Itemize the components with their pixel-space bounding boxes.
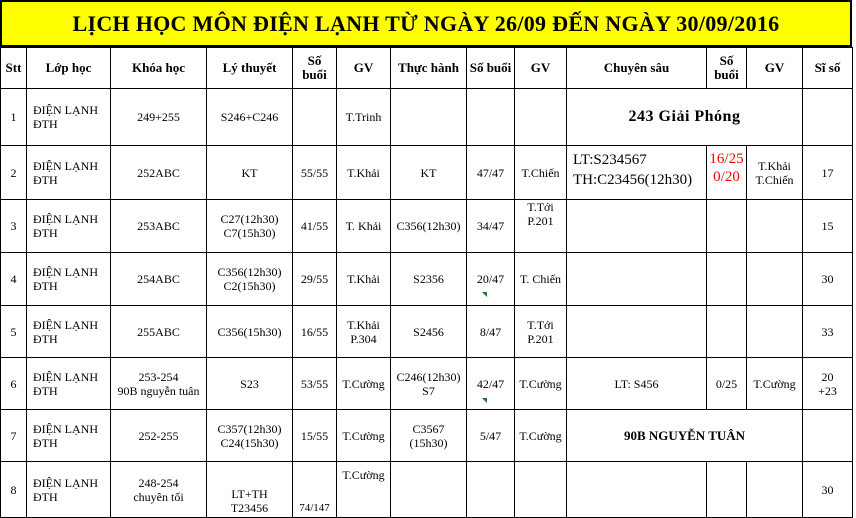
cell-sobuoi-th[interactable]: 42/47 bbox=[467, 358, 515, 410]
lt-line1: LT+TH bbox=[231, 487, 268, 501]
cell-gv-lt[interactable]: T.Khải bbox=[337, 146, 391, 200]
cell-khoa[interactable] bbox=[111, 462, 207, 518]
th-line1: C3567 bbox=[412, 421, 445, 436]
cell-khoa[interactable]: 252-255 bbox=[111, 410, 207, 462]
cell-sobuoi-th[interactable] bbox=[467, 89, 515, 146]
cell-sobuoi-th[interactable]: 5/47 bbox=[467, 410, 515, 462]
cell-gv-th[interactable]: T.Chiến bbox=[515, 146, 567, 200]
cell-thuchanh[interactable] bbox=[391, 89, 467, 146]
header-khoa[interactable]: Khóa học bbox=[111, 48, 207, 89]
cell-gv-lt[interactable]: T.Cường bbox=[337, 462, 391, 518]
cell-gv-cs[interactable] bbox=[747, 200, 803, 253]
cell-thuchanh[interactable] bbox=[391, 462, 467, 518]
lt-line2: T23456 bbox=[230, 501, 269, 515]
khoa-line2: 90B nguyễn tuân bbox=[117, 383, 200, 398]
cell-sobuoi-lt[interactable]: 15/55 bbox=[293, 410, 337, 462]
cell-gv-cs[interactable] bbox=[747, 306, 803, 358]
lt-line2: C24(15h30) bbox=[220, 435, 279, 450]
cell-stt[interactable]: 3 bbox=[1, 200, 27, 253]
cell-siso[interactable] bbox=[803, 358, 853, 410]
cell-sobuoi-th[interactable]: 34/47 bbox=[467, 200, 515, 253]
cell-stt[interactable]: 7 bbox=[1, 410, 27, 462]
cell-lythuyet[interactable]: C356(15h30) bbox=[207, 306, 293, 358]
cell-stt[interactable]: 8 bbox=[1, 462, 27, 518]
cell-gv-lt[interactable]: T.Cường bbox=[337, 410, 391, 462]
header-lop[interactable]: Lớp học bbox=[27, 48, 111, 89]
cell-thuchanh[interactable]: S2456 bbox=[391, 306, 467, 358]
cell-sobuoi-lt[interactable]: 74/147 bbox=[293, 462, 337, 518]
cell-gv-lt[interactable]: T. Khải bbox=[337, 200, 391, 253]
cell-lop[interactable]: ĐIỆN LẠNH ĐTH bbox=[27, 306, 111, 358]
cell-lop[interactable]: ĐIỆN LẠNH ĐTH bbox=[27, 89, 111, 146]
cell-chuyensau[interactable] bbox=[567, 200, 707, 253]
cell-sobuoi-cs[interactable] bbox=[707, 253, 747, 306]
header-chuyensau[interactable]: Chuyên sâu bbox=[567, 48, 707, 89]
schedule-title: LỊCH HỌC MÔN ĐIỆN LẠNH TỪ NGÀY 26/09 ĐẾN NGÀY 30/09/2016 bbox=[0, 0, 852, 47]
cs-th-text: TH:C23456(12h30) bbox=[573, 172, 693, 188]
table-row bbox=[1, 89, 853, 146]
cell-khoa[interactable]: 253ABC bbox=[111, 200, 207, 253]
cell-lythuyet[interactable] bbox=[207, 410, 293, 462]
cell-sobuoi-th[interactable]: 20/47 bbox=[467, 253, 515, 306]
cell-lythuyet[interactable] bbox=[207, 253, 293, 306]
cell-gv-lt[interactable] bbox=[337, 306, 391, 358]
gv-cs-line2: T.Chiến bbox=[755, 172, 794, 187]
cell-siso[interactable]: 30 bbox=[803, 253, 853, 306]
cell-sobuoi-lt[interactable]: 29/55 bbox=[293, 253, 337, 306]
table-row bbox=[1, 200, 853, 253]
cell-lythuyet[interactable]: S246+C246 bbox=[207, 89, 293, 146]
cell-chuyensau[interactable] bbox=[567, 306, 707, 358]
header-lythuyet[interactable]: Lý thuyết bbox=[207, 48, 293, 89]
table-row bbox=[1, 462, 853, 518]
cell-siso[interactable]: 33 bbox=[803, 306, 853, 358]
cell-sobuoi-cs[interactable] bbox=[707, 200, 747, 253]
cell-khoa[interactable]: 255ABC bbox=[111, 306, 207, 358]
cell-gv-cs[interactable] bbox=[747, 146, 803, 200]
cell-chuyensau[interactable] bbox=[567, 462, 707, 518]
cell-thuchanh[interactable]: C356(12h30) bbox=[391, 200, 467, 253]
cell-chuyensau[interactable] bbox=[567, 146, 707, 200]
cell-siso[interactable] bbox=[803, 89, 853, 146]
cell-thuchanh[interactable]: KT bbox=[391, 146, 467, 200]
cs-lt-text: LT:S234567 bbox=[573, 152, 647, 168]
cell-sobuoi-th[interactable]: 8/47 bbox=[467, 306, 515, 358]
khoa-line1: 248-254 bbox=[138, 475, 179, 490]
table-row bbox=[1, 146, 853, 200]
cell-stt[interactable]: 5 bbox=[1, 306, 27, 358]
cell-lop[interactable]: ĐIỆN LẠNH ĐTH bbox=[27, 200, 111, 253]
sobuoi-cs-extra: 0/20 bbox=[713, 169, 740, 185]
cell-gv-th[interactable] bbox=[515, 462, 567, 518]
siso-line2: +23 bbox=[818, 383, 837, 398]
header-sobuoi-th[interactable]: Số buổi bbox=[467, 48, 515, 89]
header-sobuoi-cs[interactable]: Số buổi bbox=[707, 48, 747, 89]
cell-lop[interactable]: ĐIỆN LẠNH ĐTH bbox=[27, 462, 111, 518]
cell-gv-th[interactable] bbox=[515, 89, 567, 146]
lt-line1: C27(12h30) bbox=[220, 212, 279, 226]
location-nguyen-tuan[interactable]: 90B NGUYỄN TUÂN bbox=[567, 410, 803, 462]
header-stt[interactable]: Stt bbox=[1, 48, 27, 89]
cell-thuchanh[interactable]: S2356 bbox=[391, 253, 467, 306]
cell-khoa[interactable]: 252ABC bbox=[111, 146, 207, 200]
cell-gv-th[interactable]: T. Chiến bbox=[515, 253, 567, 306]
gv-cs-line1: T.Khải bbox=[758, 158, 791, 173]
cell-lop[interactable]: ĐIỆN LẠNH ĐTH bbox=[27, 146, 111, 200]
cell-sobuoi-lt[interactable]: 55/55 bbox=[293, 146, 337, 200]
gv-lt-line1: T.Khải bbox=[347, 317, 380, 332]
table-row bbox=[1, 253, 853, 306]
cell-sobuoi-lt[interactable] bbox=[293, 89, 337, 146]
lt-line2: C7(15h30) bbox=[223, 226, 276, 240]
cell-sobuoi-lt[interactable]: 16/55 bbox=[293, 306, 337, 358]
cell-gv-lt[interactable]: T.Trinh bbox=[337, 89, 391, 146]
cell-sobuoi-lt[interactable]: 53/55 bbox=[293, 358, 337, 410]
cell-gv-cs[interactable] bbox=[747, 253, 803, 306]
th-line1: C246(12h30) bbox=[396, 369, 461, 384]
lt-line1: C357(12h30) bbox=[217, 421, 282, 436]
cell-gv-th[interactable] bbox=[515, 200, 567, 253]
cell-siso[interactable] bbox=[803, 410, 853, 462]
th-line2: S7 bbox=[422, 383, 435, 398]
cell-sobuoi-lt[interactable]: 41/55 bbox=[293, 200, 337, 253]
cell-sobuoi-cs[interactable] bbox=[707, 306, 747, 358]
cell-chuyensau[interactable] bbox=[567, 253, 707, 306]
siso-line1: 20 bbox=[821, 369, 834, 384]
header-thuchanh[interactable]: Thực hành bbox=[391, 48, 467, 89]
cell-siso[interactable]: 15 bbox=[803, 200, 853, 253]
khoa-line1: 253-254 bbox=[138, 369, 179, 384]
cell-lop[interactable]: ĐIỆN LẠNH ĐTH bbox=[27, 253, 111, 306]
gv-th-line1: T.Tới bbox=[527, 317, 554, 332]
cell-stt[interactable]: 1 bbox=[1, 89, 27, 146]
cell-gv-lt[interactable]: T.Cường bbox=[337, 358, 391, 410]
gv-lt-line2: P.304 bbox=[350, 331, 377, 346]
cell-sobuoi-cs[interactable] bbox=[707, 146, 747, 200]
cell-gv-th[interactable] bbox=[515, 306, 567, 358]
cell-lythuyet[interactable] bbox=[207, 462, 293, 518]
comment-marker-icon[interactable] bbox=[482, 292, 487, 297]
lt-line2: C2(15h30) bbox=[223, 279, 276, 293]
header-sobuoi-lt[interactable]: Số buổi bbox=[293, 48, 337, 89]
table-row bbox=[1, 306, 853, 358]
cell-lop[interactable]: ĐIỆN LẠNH ĐTH bbox=[27, 410, 111, 462]
cell-sobuoi-cs[interactable]: 0/25 bbox=[707, 358, 747, 410]
sobuoi-cs-value: 16/25 bbox=[709, 151, 744, 167]
cell-thuchanh[interactable] bbox=[391, 410, 467, 462]
cell-lythuyet[interactable] bbox=[207, 200, 293, 253]
cell-thuchanh[interactable] bbox=[391, 358, 467, 410]
cell-khoa[interactable]: 249+255 bbox=[111, 89, 207, 146]
header-gv-th[interactable]: GV bbox=[515, 48, 567, 89]
header-gv-cs[interactable]: GV bbox=[747, 48, 803, 89]
khoa-line2: chuyên tối bbox=[133, 489, 184, 504]
header-gv-lt[interactable]: GV bbox=[337, 48, 391, 89]
cell-khoa[interactable]: 254ABC bbox=[111, 253, 207, 306]
gv-th-line1: T.Tới bbox=[527, 200, 554, 214]
cell-stt[interactable]: 6 bbox=[1, 358, 27, 410]
cell-sobuoi-th[interactable] bbox=[467, 462, 515, 518]
cell-siso[interactable]: 17 bbox=[803, 146, 853, 200]
table-row bbox=[1, 410, 853, 462]
th-line2: (15h30) bbox=[409, 435, 448, 450]
lt-line1: C356(12h30) bbox=[217, 265, 282, 279]
cell-gv-cs[interactable]: T.Cường bbox=[747, 358, 803, 410]
cell-siso[interactable]: 30 bbox=[803, 462, 853, 518]
gv-th-line2: P.201 bbox=[527, 214, 554, 228]
cell-gv-lt[interactable]: T.Khải bbox=[337, 253, 391, 306]
cell-khoa[interactable] bbox=[111, 358, 207, 410]
cell-gv-th[interactable]: T.Cường bbox=[515, 410, 567, 462]
location-giai-phong[interactable]: 243 Giải Phóng bbox=[567, 89, 803, 146]
cell-stt[interactable]: 2 bbox=[1, 146, 27, 200]
cell-gv-th[interactable]: T.Cường bbox=[515, 358, 567, 410]
cell-lythuyet[interactable]: KT bbox=[207, 146, 293, 200]
cell-sobuoi-th[interactable]: 47/47 bbox=[467, 146, 515, 200]
schedule-table bbox=[0, 47, 853, 518]
cell-gv-cs[interactable] bbox=[747, 462, 803, 518]
cell-lop[interactable]: ĐIỆN LẠNH ĐTH bbox=[27, 358, 111, 410]
header-siso[interactable]: Sĩ số bbox=[803, 48, 853, 89]
table-row bbox=[1, 358, 853, 410]
cell-sobuoi-cs[interactable] bbox=[707, 462, 747, 518]
gv-th-line2: P.201 bbox=[527, 331, 554, 346]
cell-stt[interactable]: 4 bbox=[1, 253, 27, 306]
cell-lythuyet[interactable]: S23 bbox=[207, 358, 293, 410]
comment-marker-icon[interactable] bbox=[482, 398, 487, 403]
cell-chuyensau[interactable]: LT: S456 bbox=[567, 358, 707, 410]
header-row bbox=[1, 48, 853, 89]
